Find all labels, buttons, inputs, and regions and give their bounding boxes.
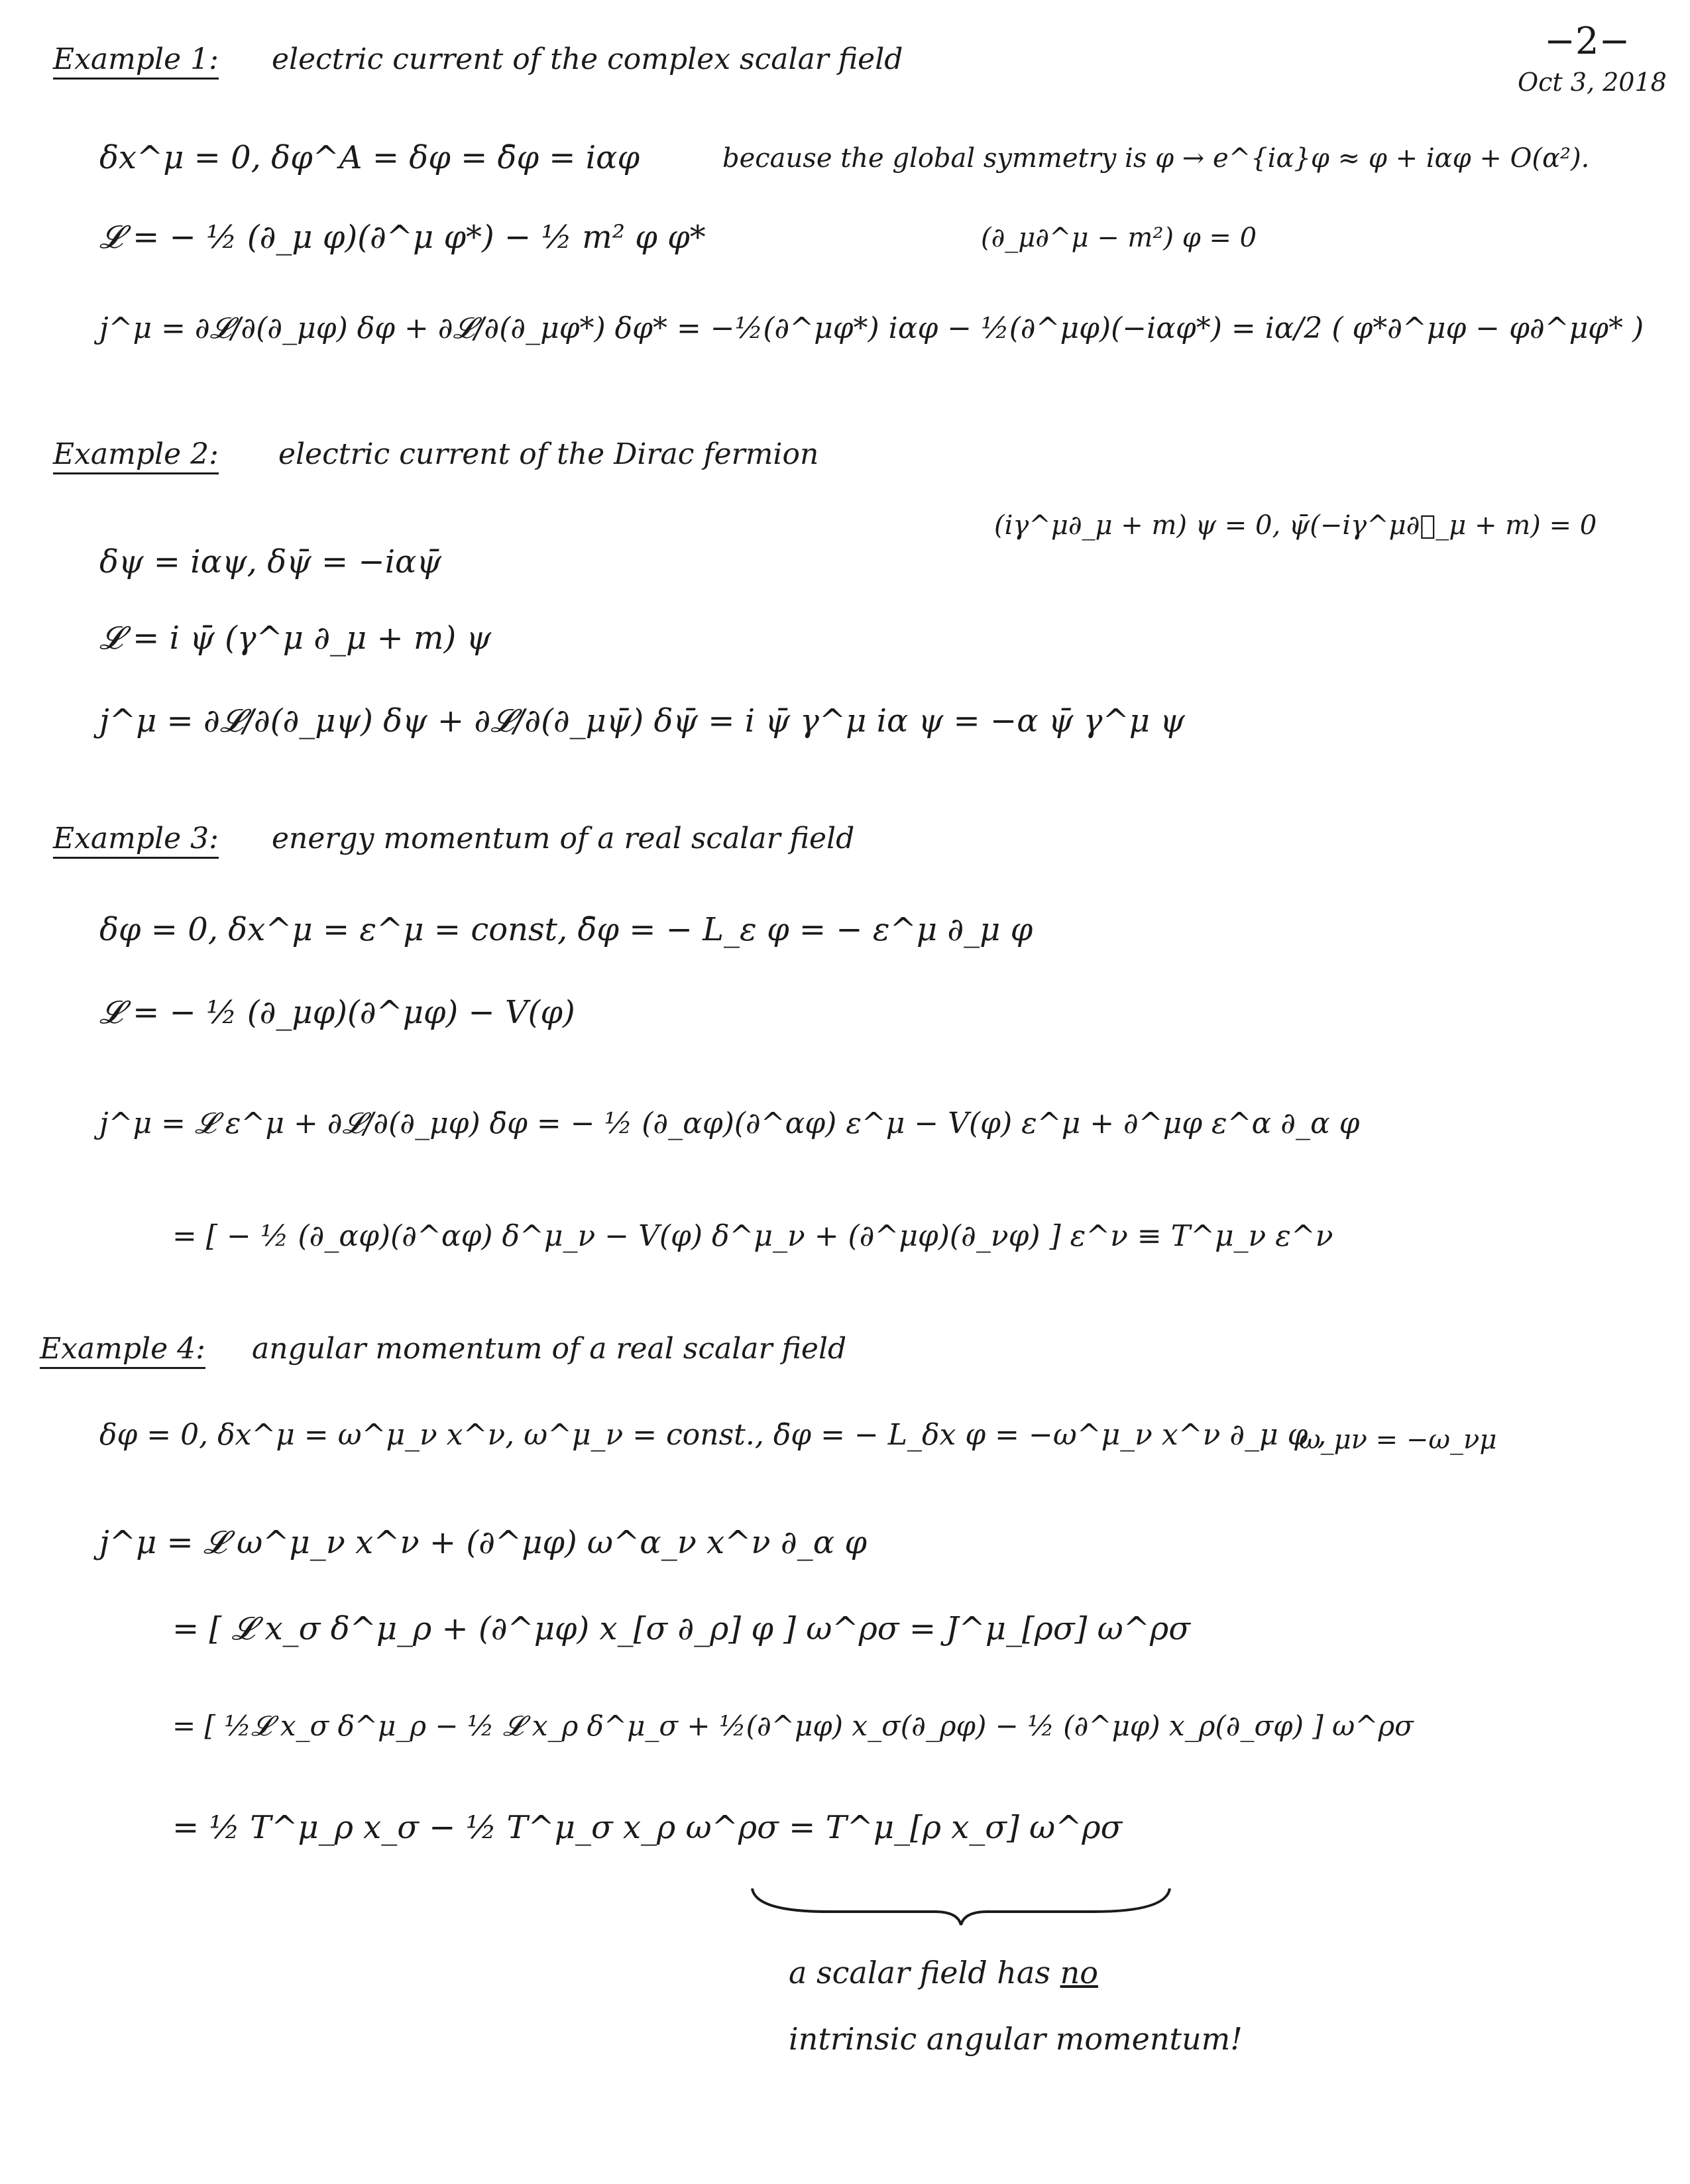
page-number: −2− <box>1544 20 1630 63</box>
remark-line-2: intrinsic angular momentum! <box>789 2021 1243 2057</box>
example-2-title: electric current of the Dirac fermion <box>278 437 819 471</box>
example-2-lagrangian: 𝓛 = i ψ̄ (γ^μ ∂_μ + m) ψ <box>99 620 492 657</box>
example-4-current-result: = ½ T^μ_ρ x_σ − ½ T^μ_σ x_ρ ω^ρσ = T^μ_[ρ x_σ] ω^ρσ <box>172 1809 1123 1846</box>
example-4-current-expanded: = [ ½𝓛 x_σ δ^μ_ρ − ½ 𝓛 x_ρ δ^μ_σ + ½(∂^μφ) x_σ(∂_ρφ) − ½ (∂^μφ) x_ρ(∂_σφ) ] ω^ρσ <box>172 1710 1414 1742</box>
underbrace-icon <box>749 1882 1173 1928</box>
example-2-equations-of-motion: (iγ^μ∂_μ + m) ψ = 0, ψ̄(−iγ^μ∂⃖_μ + m) = 0 <box>994 510 1597 541</box>
example-1-lagrangian: 𝓛 = − ½ (∂_μ φ)(∂^μ φ*) − ½ m² φ φ* <box>99 219 706 256</box>
example-1-equation-of-motion: (∂_μ∂^μ − m²) φ = 0 <box>981 223 1257 253</box>
remark-text: a scalar field has <box>789 1955 1060 1991</box>
page-date: Oct 3, 2018 <box>1518 68 1667 97</box>
example-4-variations: δφ = 0, δx^μ = ω^μ_ν x^ν, ω^μ_ν = const., δ̄φ = − L_δx φ = −ω^μ_ν x^ν ∂_μ φ , <box>99 1418 1327 1452</box>
example-2-variations: δψ = iαψ, δψ̄ = −iαψ̄ <box>99 543 442 580</box>
example-2-current: j^μ = ∂𝓛/∂(∂_μψ) δψ + ∂𝓛/∂(∂_μψ̄) δψ̄ = i ψ̄ γ^μ iα ψ = −α ψ̄ γ^μ ψ <box>99 702 1185 739</box>
example-1-symmetry-note: because the global symmetry is φ → e^{iα}φ ≈ φ + iαφ + O(α²). <box>722 143 1590 174</box>
example-3-label: Example 3: <box>53 822 219 859</box>
example-3-title: energy momentum of a real scalar field <box>272 822 855 855</box>
example-1-label: Example 1: <box>53 42 219 80</box>
remark-line-1 <box>789 1955 1098 1991</box>
example-1-title: electric current of the complex scalar field <box>272 42 903 76</box>
remark-emphasis: no <box>1060 1955 1098 1991</box>
example-4-current-antisymmetrized: = [ 𝓛 x_σ δ^μ_ρ + (∂^μφ) x_[σ ∂_ρ] φ ] ω^ρσ = J^μ_[ρσ] ω^ρσ <box>172 1610 1190 1647</box>
example-3-energy-momentum-tensor: = [ − ½ (∂_αφ)(∂^αφ) δ^μ_ν − V(φ) δ^μ_ν + (∂^μφ)(∂_νφ) ] ε^ν ≡ T^μ_ν ε^ν <box>172 1219 1333 1253</box>
example-2-label: Example 2: <box>53 437 219 474</box>
example-1-current: j^μ = ∂𝓛/∂(∂_μφ) δφ + ∂𝓛/∂(∂_μφ*) δφ* = −½(∂^μφ*) iαφ − ½(∂^μφ)(−iαφ*) = iα/2 ( φ*∂^μφ − φ∂^μφ* ) <box>99 311 1644 345</box>
example-3-lagrangian: 𝓛 = − ½ (∂_μφ)(∂^μφ) − V(φ) <box>99 994 575 1031</box>
example-1-variations: δx^μ = 0, δφ^A = δφ = δ̄φ = iαφ <box>99 139 640 176</box>
example-4-title: angular momentum of a real scalar field <box>252 1332 847 1366</box>
example-3-current: j^μ = 𝓛 ε^μ + ∂𝓛/∂(∂_μφ) δ̄φ = − ½ (∂_αφ)(∂^αφ) ε^μ − V(φ) ε^μ + ∂^μφ ε^α ∂_α φ <box>99 1107 1360 1140</box>
example-3-variations: δφ = 0, δx^μ = ε^μ = const, δ̄φ = − L_ε φ = − ε^μ ∂_μ φ <box>99 911 1033 948</box>
example-4-current: j^μ = 𝓛 ω^μ_ν x^ν + (∂^μφ) ω^α_ν x^ν ∂_α φ <box>99 1524 867 1561</box>
example-4-antisymmetry-note: ω_μν = −ω_νμ <box>1299 1425 1497 1455</box>
example-4-label: Example 4: <box>40 1332 205 1369</box>
